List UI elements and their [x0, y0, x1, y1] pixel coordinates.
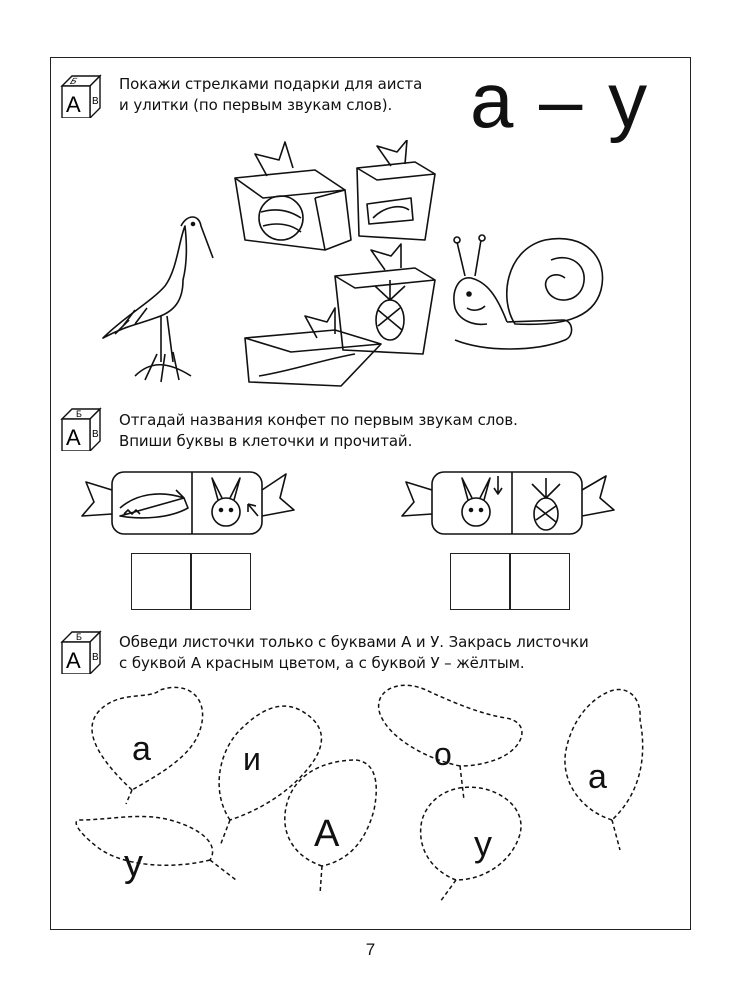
- leaf[interactable]: [285, 760, 376, 894]
- abc-cube-icon: [58, 72, 104, 118]
- candy-shark-hare-image: [82, 472, 294, 534]
- cube-letter-v: В: [92, 652, 99, 663]
- letter-box[interactable]: [450, 553, 511, 610]
- cube-letter-b: Б: [76, 632, 82, 642]
- leaf[interactable]: [421, 787, 521, 902]
- cube-letter-v: В: [92, 96, 99, 107]
- letter-box[interactable]: [131, 553, 192, 610]
- leaves-illustration: [60, 670, 660, 910]
- cube-letter-v: В: [92, 429, 99, 440]
- page-number: 7: [365, 940, 376, 959]
- leaf-letter: и: [243, 741, 261, 777]
- page-title: а – у: [470, 56, 650, 144]
- leaf[interactable]: [565, 690, 643, 850]
- candies-illustration: [80, 460, 620, 540]
- abc-cube-icon: [58, 628, 104, 674]
- stork-image: [103, 217, 213, 382]
- candy-hare-pineapple-image: [402, 472, 614, 534]
- leaf[interactable]: [92, 687, 203, 804]
- gifts-illustration: [95, 140, 665, 390]
- task-3-text: Обведи листочки только с буквами А и У. Закрась листочки с буквой А красным цветом, а с буквой У – жёлтым.: [119, 633, 589, 672]
- leaf[interactable]: [76, 816, 236, 885]
- cube-letter-b: Б: [76, 409, 82, 419]
- cube-letter-a: А: [66, 425, 81, 450]
- leaf-letter: А: [314, 813, 340, 855]
- leaf[interactable]: [219, 706, 321, 846]
- letter-box[interactable]: [190, 553, 251, 610]
- cube-letter-b: Б: [67, 76, 80, 87]
- task-2-text: Отгадай названия конфет по первым звукам слов. Впиши буквы в клеточки и прочитай.: [119, 411, 518, 450]
- letter-box[interactable]: [509, 553, 570, 610]
- gift-iron-image: [357, 140, 435, 240]
- leaf-letter: а: [132, 730, 151, 768]
- leaf-letter: у: [124, 843, 143, 885]
- leaf-letter: о: [434, 736, 452, 772]
- cube-letter-a: А: [66, 92, 81, 117]
- gift-ball-image: [235, 142, 351, 250]
- cube-letter-a: А: [66, 648, 81, 673]
- gift-pineapple-image: [335, 244, 435, 354]
- snail-image: [454, 235, 603, 349]
- leaf-letter: а: [588, 758, 607, 796]
- leaf[interactable]: [379, 685, 522, 800]
- leaf-letter: у: [474, 823, 492, 864]
- abc-cube-icon: [58, 405, 104, 451]
- gift-stick-image: [245, 308, 381, 386]
- task-1-text: Покажи стрелками подарки для аиста и улитки (по первым звукам слов).: [119, 75, 423, 114]
